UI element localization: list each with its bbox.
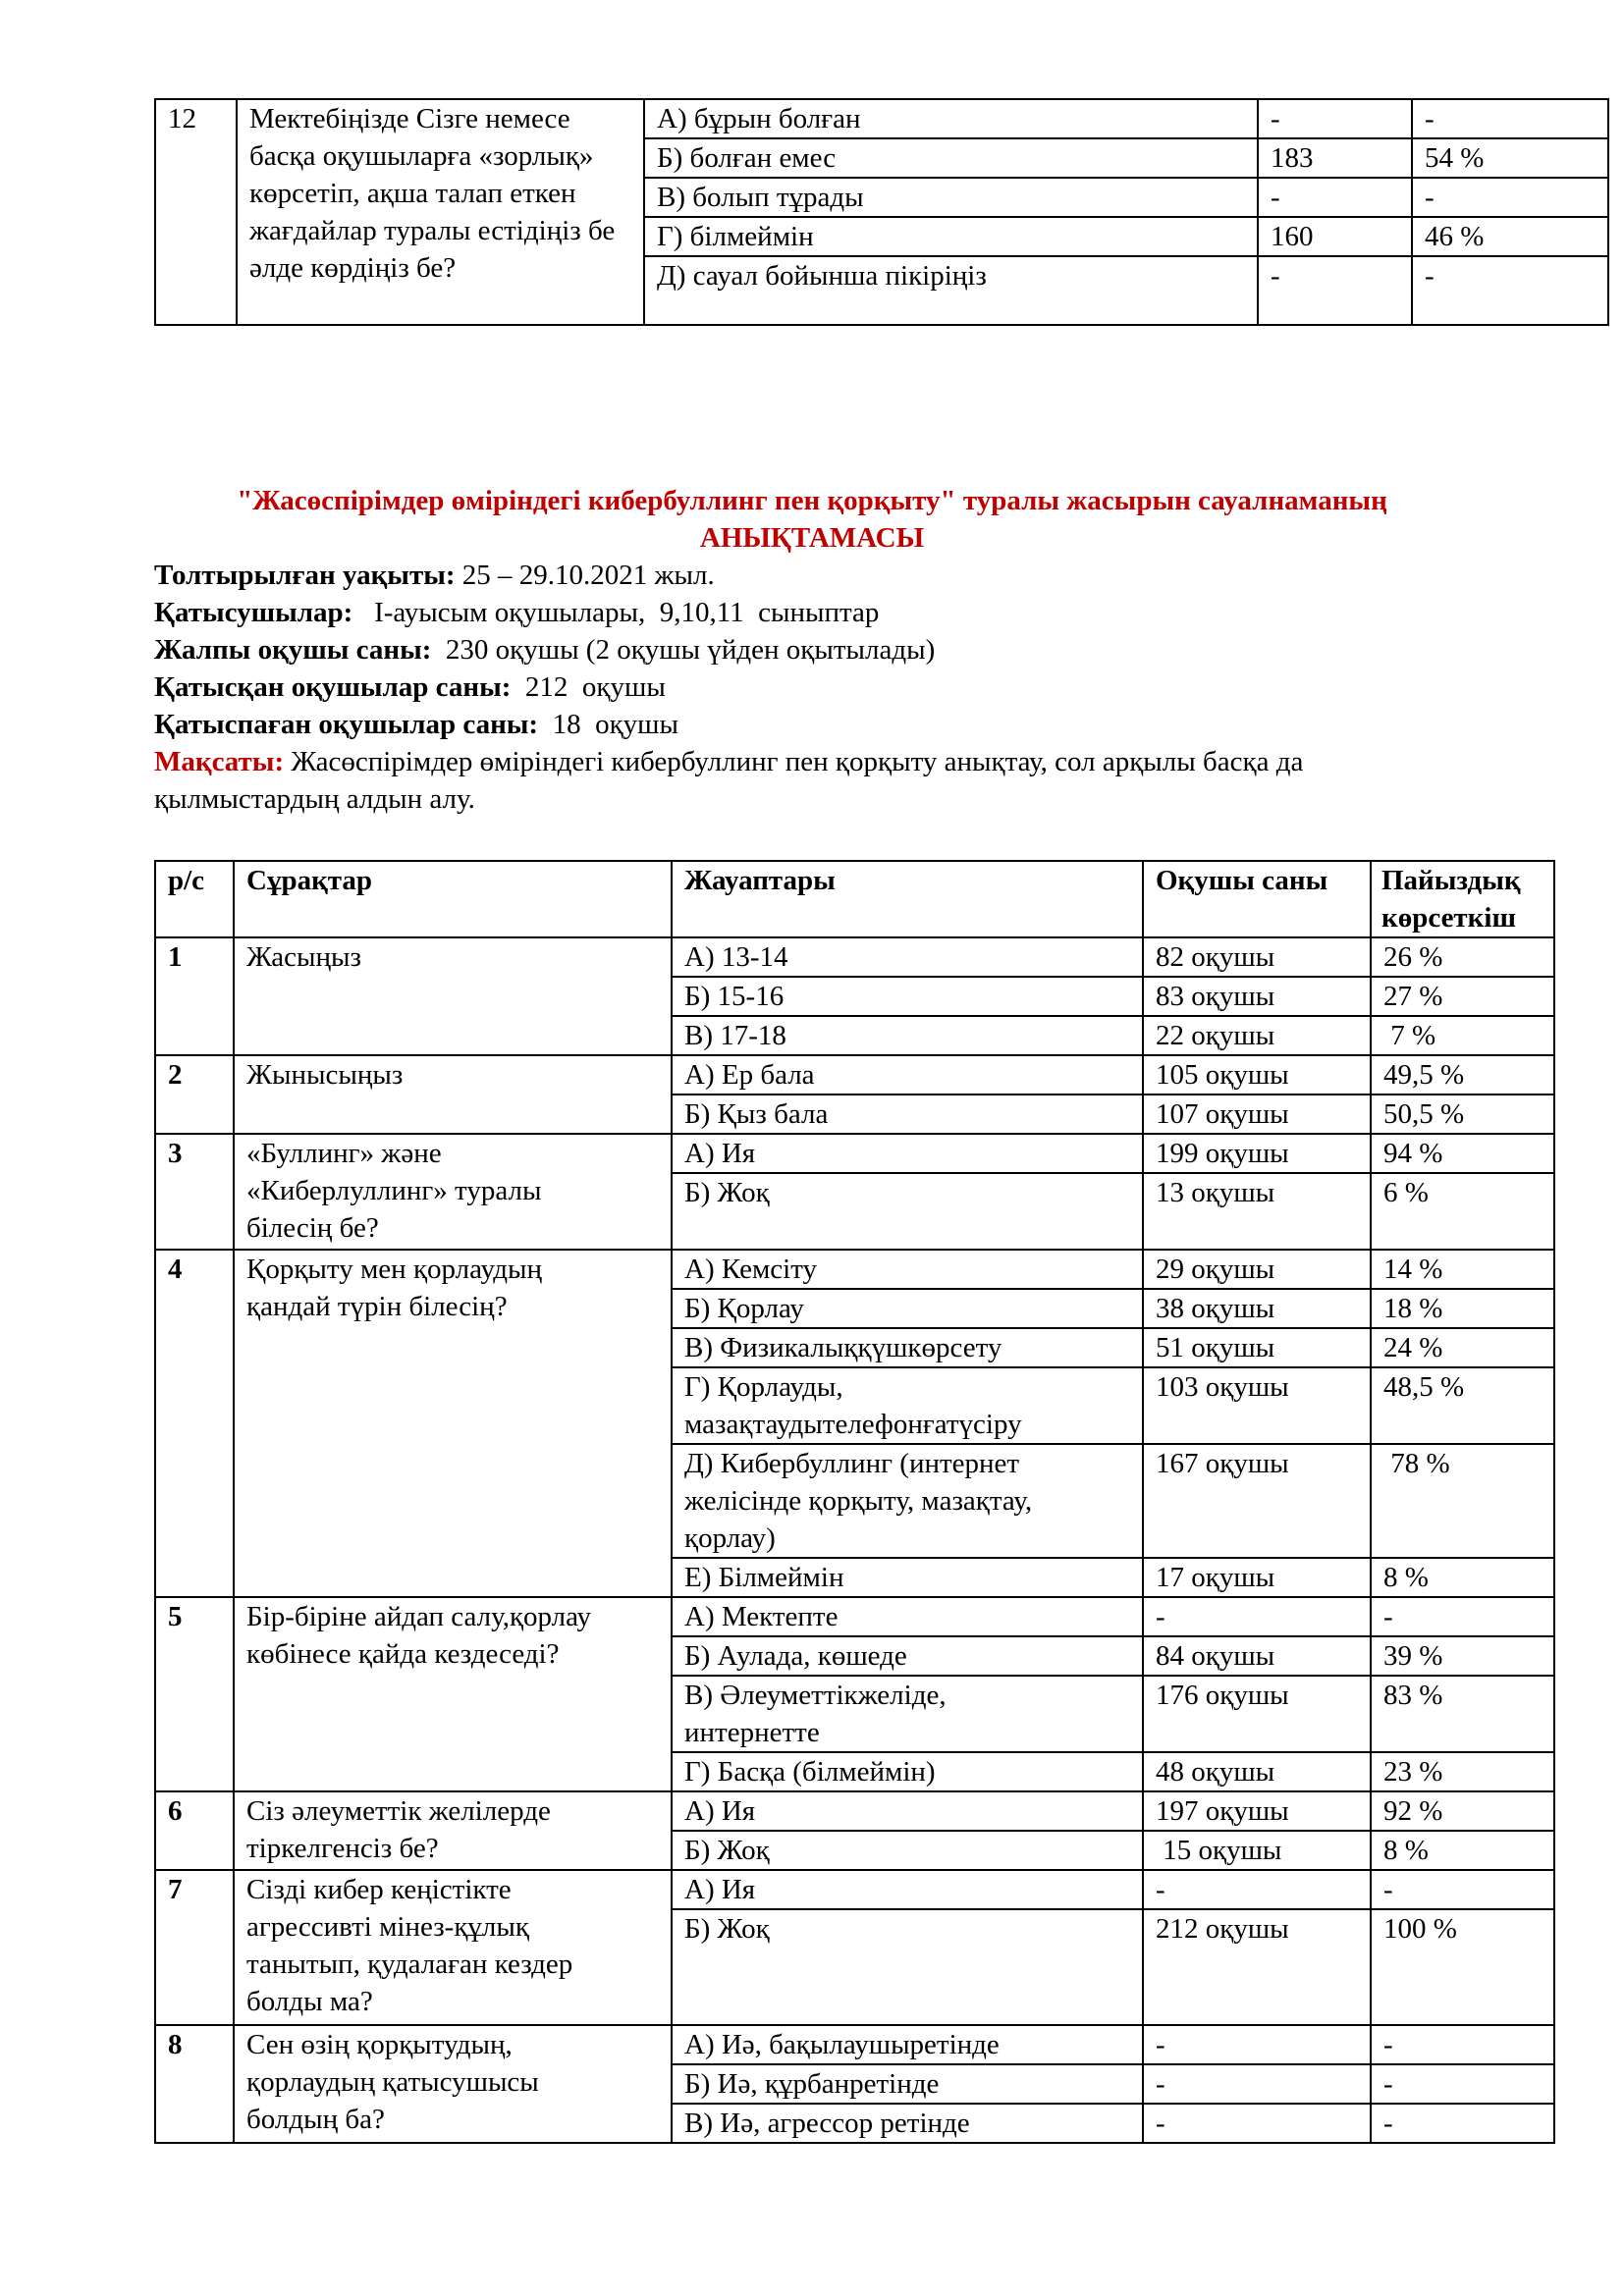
answer-percent: 49,5 % <box>1371 1055 1554 1095</box>
answer-count: 29 оқушы <box>1143 1250 1371 1289</box>
answer-label: Г) Басқа (білмеймін) <box>672 1752 1143 1791</box>
answer-percent: 50,5 % <box>1371 1095 1554 1134</box>
table-row <box>155 99 1608 138</box>
answer-count: 107 оқушы <box>1143 1095 1371 1134</box>
table-row <box>155 937 1554 977</box>
answer-label: А) Иә, бақылаушыретінде <box>672 2025 1143 2064</box>
table-row <box>155 1870 1554 1909</box>
answer-count: - <box>1258 256 1412 325</box>
answer-percent: 39 % <box>1371 1636 1554 1676</box>
info-filled-date <box>154 557 715 594</box>
answer-percent: 6 % <box>1371 1173 1554 1250</box>
table-row <box>155 1134 1554 1173</box>
question-text: «Буллинг» және «Киберлуллинг» туралы білесің бе? <box>234 1134 672 1250</box>
question-text: Сізді кибер кеңістікте агрессивті мінез-құлық танытып, қудалаған кездер болды ма? <box>234 1870 672 2025</box>
answer-label: Б) Қорлау <box>672 1289 1143 1328</box>
answer-percent: 8 % <box>1371 1558 1554 1597</box>
answer-percent: 83 % <box>1371 1676 1554 1752</box>
answer-percent: - <box>1371 2025 1554 2064</box>
answer-label: В) 17-18 <box>672 1016 1143 1055</box>
info-value: І-ауысым оқушылары, 9,10,11 сыныптар <box>352 597 880 628</box>
info-value: 230 оқушы (2 оқушы үйден оқытылады) <box>431 634 936 666</box>
answer-percent: 46 % <box>1412 217 1608 256</box>
answer-count: - <box>1143 1870 1371 1909</box>
goal-label: Мақсаты: <box>154 746 285 777</box>
question-text: Мектебіңізде Сізге немесе басқа оқушыларға «зорлық» көрсетіп, ақша талап еткен жағдайлар туралы естідіңіз бе әлде көрдіңіз бе? <box>237 99 644 325</box>
answer-count: 160 <box>1258 217 1412 256</box>
info-participants <box>154 594 879 631</box>
answer-count: 15 оқушы <box>1143 1831 1371 1870</box>
table-row <box>155 1055 1554 1095</box>
answer-count: 176 оқушы <box>1143 1676 1371 1752</box>
answer-percent: - <box>1412 178 1608 217</box>
answer-count: 38 оқушы <box>1143 1289 1371 1328</box>
answer-label: Г) Қорлауды, мазақтаудытелефонғатүсіру <box>672 1367 1143 1444</box>
table-row <box>155 1250 1554 1289</box>
report-subtitle: АНЫҚТАМАСЫ <box>699 522 925 554</box>
answer-percent: - <box>1371 2064 1554 2104</box>
answer-percent: 54 % <box>1412 138 1608 178</box>
answer-count: 17 оқушы <box>1143 1558 1371 1597</box>
answer-percent: 27 % <box>1371 977 1554 1016</box>
answer-percent: 92 % <box>1371 1791 1554 1831</box>
answer-percent: 94 % <box>1371 1134 1554 1173</box>
answer-count: 199 оқушы <box>1143 1134 1371 1173</box>
answer-percent: - <box>1371 2104 1554 2143</box>
table-row <box>155 1597 1554 1636</box>
answer-count: 13 оқушы <box>1143 1173 1371 1250</box>
answer-label: Д) сауал бойынша пікіріңіз <box>644 256 1258 325</box>
answer-percent: 100 % <box>1371 1909 1554 2025</box>
answer-percent: 26 % <box>1371 937 1554 977</box>
info-label: Қатысқан оқушылар саны: <box>154 671 512 703</box>
table-header-row <box>155 861 1554 937</box>
question-number: 5 <box>155 1597 234 1791</box>
question-number: 8 <box>155 2025 234 2143</box>
answer-count: 82 оқушы <box>1143 937 1371 977</box>
answer-percent: - <box>1412 256 1608 325</box>
answer-percent: 24 % <box>1371 1328 1554 1367</box>
info-absent-students <box>154 706 678 743</box>
answer-count: 167 оқушы <box>1143 1444 1371 1558</box>
answer-count: 103 оқушы <box>1143 1367 1371 1444</box>
answer-label: А) Кемсіту <box>672 1250 1143 1289</box>
question-number: 6 <box>155 1791 234 1870</box>
answer-label: В) Иә, агрессор ретінде <box>672 2104 1143 2143</box>
answer-label: Б) Жоқ <box>672 1831 1143 1870</box>
answer-percent: - <box>1371 1597 1554 1636</box>
answer-label: Г) білмеймін <box>644 217 1258 256</box>
answer-count: 183 <box>1258 138 1412 178</box>
answer-label: Б) Жоқ <box>672 1173 1143 1250</box>
answer-count: - <box>1258 99 1412 138</box>
survey-results-table <box>154 860 1555 2144</box>
answer-percent: - <box>1371 1870 1554 1909</box>
answer-label: А) Мектепте <box>672 1597 1143 1636</box>
answer-count: 22 оқушы <box>1143 1016 1371 1055</box>
header-percent: Пайыздық көрсеткіш <box>1371 861 1554 937</box>
answer-percent: 8 % <box>1371 1831 1554 1870</box>
answer-percent: - <box>1412 99 1608 138</box>
header-questions: Сұрақтар <box>234 861 672 937</box>
answer-count: 212 оқушы <box>1143 1909 1371 2025</box>
answer-percent: 14 % <box>1371 1250 1554 1289</box>
question-text: Қорқыту мен қорлаудың қандай түрін білесің? <box>234 1250 672 1597</box>
answer-count: - <box>1143 1597 1371 1636</box>
header-student-count: Оқушы саны <box>1143 861 1371 937</box>
answer-label: В) Физикалыққүшкөрсету <box>672 1328 1143 1367</box>
answer-percent: 48,5 % <box>1371 1367 1554 1444</box>
info-goal <box>154 743 1470 818</box>
answer-count: - <box>1143 2025 1371 2064</box>
answer-count: - <box>1258 178 1412 217</box>
answer-label: Б) Иә, құрбанретінде <box>672 2064 1143 2104</box>
info-label: Жалпы оқушы саны: <box>154 634 432 666</box>
answer-label: Б) Аулада, көшеде <box>672 1636 1143 1676</box>
answer-count: 51 оқушы <box>1143 1328 1371 1367</box>
goal-text: Жасөспірімдер өміріндегі кибербуллинг пен қорқыту анықтау, сол арқылы басқа да қылмыстардың алдын алу. <box>154 746 1304 815</box>
question-number: 1 <box>155 937 234 1055</box>
question-text: Жынысыңыз <box>234 1055 672 1134</box>
table-row <box>155 2025 1554 2064</box>
question-number: 3 <box>155 1134 234 1250</box>
answer-count: 48 оқушы <box>1143 1752 1371 1791</box>
question-number: 2 <box>155 1055 234 1134</box>
answer-label: А) Ия <box>672 1870 1143 1909</box>
answer-percent: 7 % <box>1371 1016 1554 1055</box>
info-value: 212 оқушы <box>511 671 666 703</box>
table-row <box>155 1791 1554 1831</box>
question-text: Жасыңыз <box>234 937 672 1055</box>
answer-label: Б) Қыз бала <box>672 1095 1143 1134</box>
answer-label: А) 13-14 <box>672 937 1143 977</box>
answer-count: 84 оқушы <box>1143 1636 1371 1676</box>
info-label: Қатысушылар: <box>154 597 353 628</box>
answer-label: Д) Кибербуллинг (интернет желісінде қорқыту, мазақтау, қорлау) <box>672 1444 1143 1558</box>
question-text: Бір-біріне айдап салу,қорлау көбінесе қайда кездеседі? <box>234 1597 672 1791</box>
answer-count: 197 оқушы <box>1143 1791 1371 1831</box>
answer-label: А) Ер бала <box>672 1055 1143 1095</box>
header-answers: Жауаптары <box>672 861 1143 937</box>
header-number: р/с <box>155 861 234 937</box>
answer-count: 83 оқушы <box>1143 977 1371 1016</box>
question-number: 4 <box>155 1250 234 1597</box>
question-text: Сен өзің қорқытудың, қорлаудың қатысушысы болдың ба? <box>234 2025 672 2143</box>
info-attended-students <box>154 668 666 706</box>
info-total-students <box>154 631 935 668</box>
answer-label: В) болып тұрады <box>644 178 1258 217</box>
answer-label: В) Әлеуметтікжеліде, интернетте <box>672 1676 1143 1752</box>
answer-label: А) Ия <box>672 1791 1143 1831</box>
question-number: 12 <box>155 99 237 325</box>
report-title: "Жасөспірімдер өміріндегі кибербуллинг пен қорқыту" туралы жасырын сауалнаманың <box>237 485 1387 516</box>
answer-count: - <box>1143 2104 1371 2143</box>
answer-count: 105 оқушы <box>1143 1055 1371 1095</box>
info-label: Толтырылған уақыты: <box>154 560 456 591</box>
answer-percent: 78 % <box>1371 1444 1554 1558</box>
question-number: 7 <box>155 1870 234 2025</box>
answer-percent: 18 % <box>1371 1289 1554 1328</box>
answer-label: А) Ия <box>672 1134 1143 1173</box>
info-value: 25 – 29.10.2021 жыл. <box>455 560 715 591</box>
answer-label: А) бұрын болған <box>644 99 1258 138</box>
answer-label: Б) болған емес <box>644 138 1258 178</box>
answer-percent: 23 % <box>1371 1752 1554 1791</box>
answer-label: Б) 15-16 <box>672 977 1143 1016</box>
info-value: 18 оқушы <box>538 709 678 740</box>
answer-count: - <box>1143 2064 1371 2104</box>
top-survey-table <box>154 98 1609 326</box>
info-label: Қатыспаған оқушылар саны: <box>154 709 539 740</box>
answer-label: Е) Білмеймін <box>672 1558 1143 1597</box>
answer-label: Б) Жоқ <box>672 1909 1143 2025</box>
question-text: Сіз әлеуметтік желілерде тіркелгенсіз бе? <box>234 1791 672 1870</box>
